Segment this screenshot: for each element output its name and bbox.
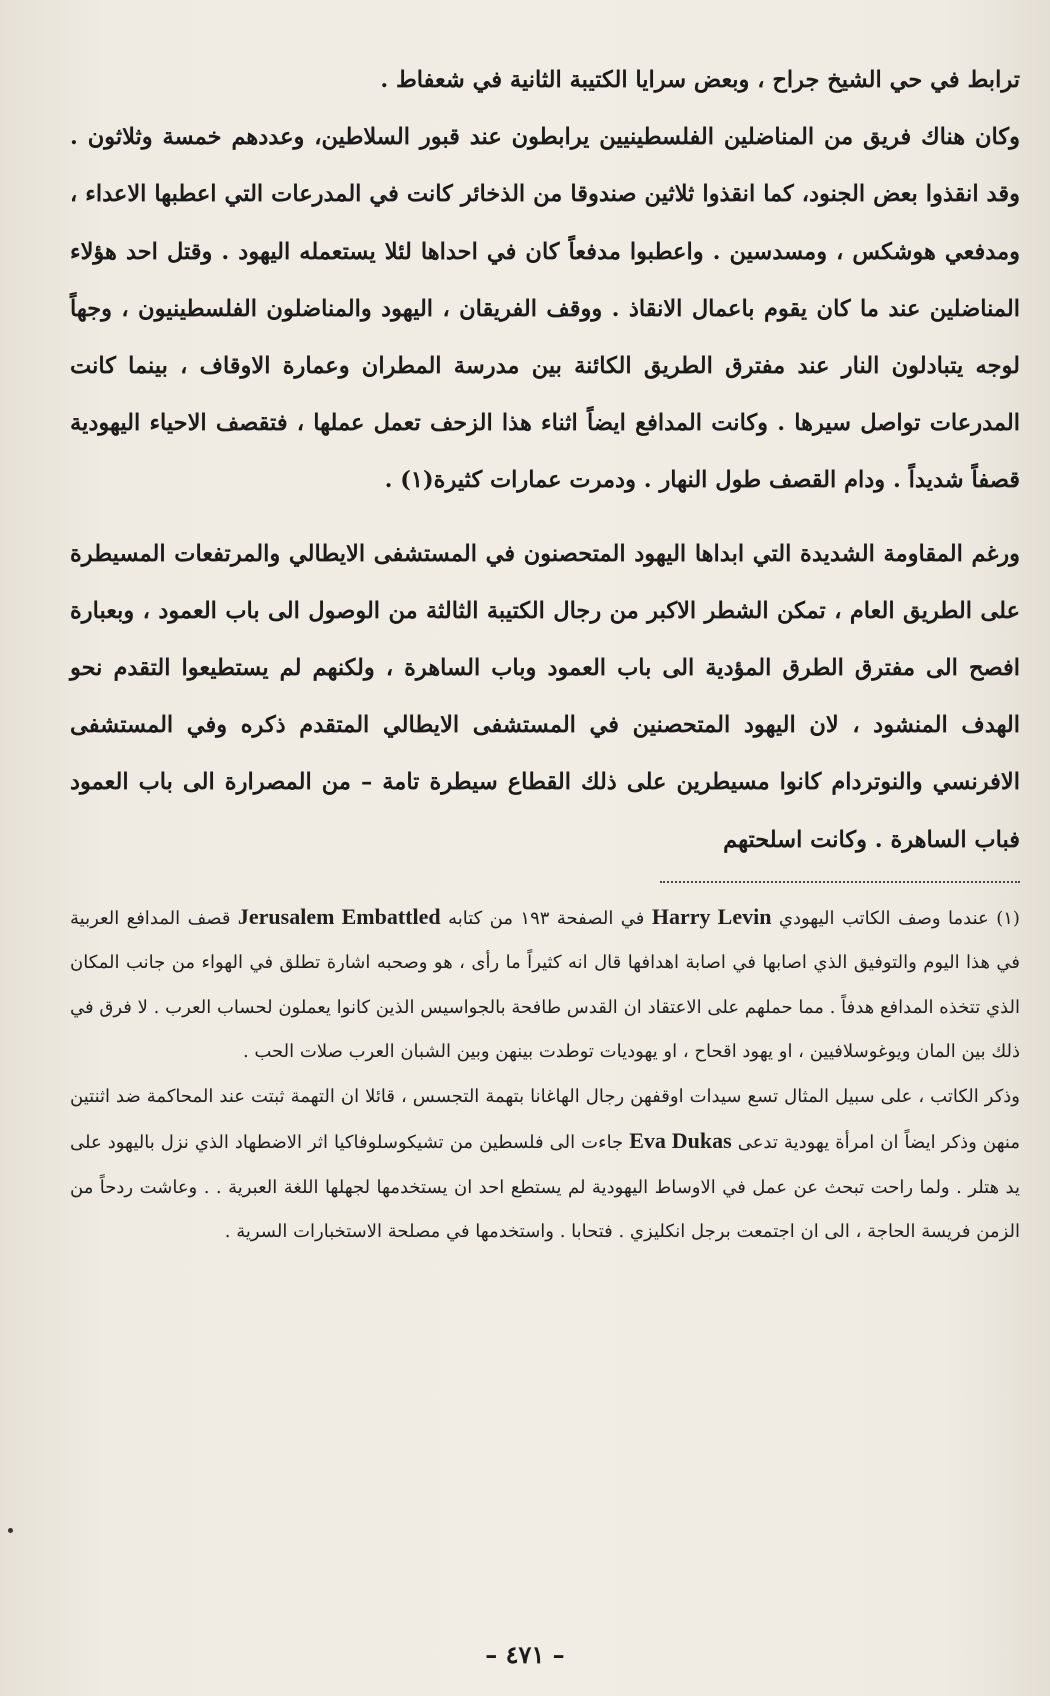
body-paragraph: ورغم المقاومة الشديدة التي ابداها اليهود المتحصنون في المستشفى الايطالي والمرتفعات المسيطرة على الطريق العام ، تمكن الشطر الاكبر من رجال الكتيبة الثالثة من الوصول الى باب العمود ، وبعبارة افصح الى مفترق الطرق المؤدية الى باب العمود وباب الساهرة ، ولكنهم لم يستطيعوا التقدم نحو الهدف المنشود ، لان اليهود المتحصنين في المستشفى الايطالي المتقدم ذكره وفي المستشفى الافرنسي والنوتردام كانوا مسيطرين على ذلك القطاع سيطرة تامة – من المصرارة الى باب العمود فباب الساهرة . وكانت اسلحتهم xyxy=(70,540,1020,853)
page-content xyxy=(70,52,1020,1255)
footnotes xyxy=(70,895,1020,1255)
footnote-2-intro: وذكر الكاتب ، على سبيل المثال تسع سيدات اوقفهن رجال الهاغانا بتهمة التجسس ، قائلا ان التهمة ثبتت عند المحاكمة ضد اثنتين منهن وذكر ايضاً ان امرأة يهودية تدعى xyxy=(70,1085,1020,1154)
footnote-2 xyxy=(70,1075,1020,1255)
footnote-separator xyxy=(660,881,1020,883)
body-paragraph: وكان هناك فريق من المناضلين الفلسطينيين يرابطون عند قبور السلاطين، وعددهم خمسة وثلاثون . وقد انقذوا بعض الجنود، كما انقذوا ثلاثين صندوقا من الذخائر كانت في المدرعات التي اعطبها الاعداء ، ومدفعي هوشكس ، ومسدسين . واعطبوا مدفعاً كان في احداها لئلا يستعمله اليهود . وقتل احد هؤلاء المناضلين عند ما كان يقوم باعمال الانقاذ . ووقف الفريقان ، اليهود والمناضلون الفلسطينيون ، وجهاً لوجه يتبادلون النار عند مفترق الطريق الكائنة بين مدرسة المطران وعمارة الاوقاف ، بينما كانت المدرعات تواصل سيرها . وكانت المدافع ايضاً اثناء هذا الزحف تعمل عملها ، فتقصف الاحياء اليهودية قصفاً شديداً . ودام القصف طول النهار . ودمرت عمارات كثيرة(١) . xyxy=(70,124,1020,494)
footnote-1 xyxy=(70,895,1020,1075)
body-paragraph: ترابط في حي الشيخ جراح ، وبعض سرايا الكتيبة الثانية في شعفاط . xyxy=(380,67,1020,93)
footnote-1-page-ref: في الصفحة ١٩٣ من كتابه xyxy=(448,907,645,929)
margin-mark xyxy=(8,1528,13,1533)
footnote-person-name: Eva Dukas xyxy=(629,1128,732,1154)
footnote-2-text: جاءت الى فلسطين من تشيكوسلوفاكيا اثر الاضطهاد الذي نزل باليهود على يد هتلر . ولما راحت تبحث عن عمل في الاوساط اليهودية لم يستطع احد ان يستخدمها لجهلها اللغة العبرية . . وعاشت ردحاً من الزمن فريسة الحاجة ، الى ان اجتمعت برجل انكليزي . فتحابا . واستخدمها في مصلحة الاستخبارات السرية . xyxy=(70,1132,1020,1243)
footnote-1-text: قصف المدافع العربية في هذا اليوم والتوفيق الذي اصابها في اصابة اهدافها قال انه كثيراً ما رأى ، هو وصحبه اشارة تطلق في الهواء من جانب المكان الذي تتخذه المدافع هدفاً . مما حملهم على الاعتقاد ان القدس طافحة بالجواسيس الذين كانوا يعملون لحساب العرب . لا فرق في ذلك بين المان ويوغوسلافيين ، او يهود اقحاح ، او يهوديات توطدت بينهن وبين الشبان العرب صلات الحب . xyxy=(70,907,1020,1063)
page-number: – ٤٧١ – xyxy=(485,1640,565,1669)
footnote-book-title: Jerusalem Embattled xyxy=(237,903,441,929)
footnote-author-name: Harry Levin xyxy=(651,903,772,929)
footnote-1-intro: (١) عندما وصف الكاتب اليهودي xyxy=(778,907,1020,929)
